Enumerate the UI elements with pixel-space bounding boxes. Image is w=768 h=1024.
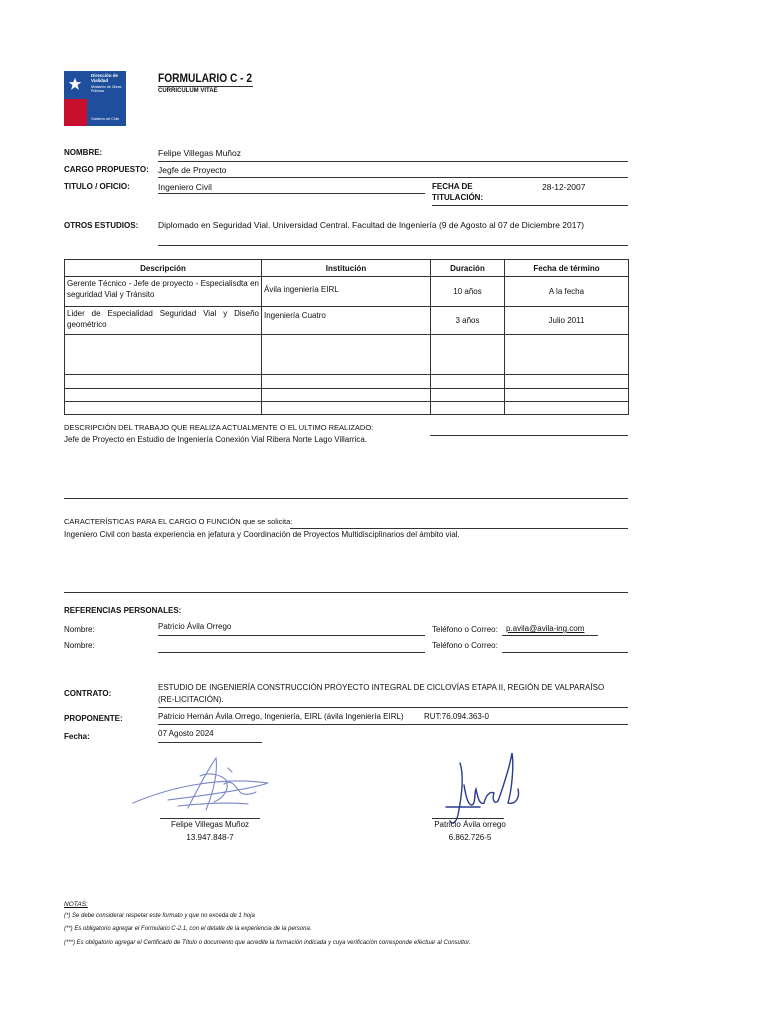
firma-rut-1: 13.947.848-7	[186, 833, 234, 842]
proponente-value: Patricio Hernán Ávila Orrego, Ingeniería, EIRL (ávila Ingeniería EIRL)	[158, 712, 404, 721]
cell-descripcion: Gerente Técnico - Jefe de proyecto - Especialisdta en seguridad Vial y Tránsito	[65, 277, 262, 307]
fecha-label: Fecha:	[64, 732, 90, 741]
referencias-label: REFERENCIAS PERSONALES:	[64, 606, 182, 615]
signature-felipe	[128, 748, 278, 818]
firma-nombre-2: Patricio Ávila orrego	[434, 820, 506, 829]
ref-email-link[interactable]: p.avila@avila-ing.com	[506, 624, 585, 633]
experience-table	[64, 259, 629, 415]
titulo-label: TITULO / OFICIO:	[64, 182, 130, 191]
table-row	[65, 402, 629, 415]
caracteristicas-label: CARACTERÍSTICAS PARA EL CARGO O FUNCIÓN que se solicita:	[64, 517, 293, 526]
titulo-value: Ingeniero Civil	[158, 182, 212, 192]
logo-footer: Gobierno de Chile	[91, 117, 120, 121]
ref-nombre-label-2: Nombre:	[64, 641, 95, 650]
caracteristicas-text: Ingeniero Civil con basta experiencia en jefatura y Coordinación de Proyectos Multidisciplinarios del ámbito vial.	[64, 530, 460, 539]
nota-1: (*) Se debe considerar respetar este formato y que no exceda de 1 hoja	[64, 913, 255, 919]
otros-estudios-value: Diplomado en Seguridad Vial. Universidad Central. Facultad de Ingeniería (9 de Agosto al 07 de Diciembre 2017)	[158, 220, 585, 230]
fecha-value: 07 Agosto 2024	[158, 729, 214, 738]
logo-subtitle: Ministerio de Obras Públicas	[91, 85, 122, 93]
contrato-line1: ESTUDIO DE INGENIERÍA CONSTRUCCIÓN PROYECTO INTEGRAL DE CICLOVÍAS ETAPA II, REGIÓN DE VALPARAÍSO	[158, 683, 605, 692]
ref-nombre-value: Patricio Ávila Orrego	[158, 622, 232, 631]
table-row	[65, 375, 629, 389]
cargo-label: CARGO PROPUESTO:	[64, 165, 149, 174]
cell-descripcion: Lider de Especialidad Seguridad Vial y Diseño geométrico	[65, 307, 262, 335]
firma-nombre-1: Felipe Villegas Muñoz	[170, 820, 250, 829]
nota-3: (***) Es obligatorio agregar el Certificado de Título o documento que acredite la formación indicada y cuya verificación corresponde efectuar al Consultor.	[64, 940, 471, 946]
contrato-label: CONTRATO:	[64, 689, 112, 698]
cell-institucion: Ávila ingeniería EIRL	[262, 277, 431, 307]
col-fecha-termino: Fecha de término	[505, 260, 629, 277]
trabajo-label: DESCRIPCIÓN DEL TRABAJO QUE REALIZA ACTUALMENTE O EL ULTIMO REALIZADO:	[64, 423, 374, 432]
fecha-titulacion-label: FECHA DE TITULACIÓN:	[432, 182, 484, 202]
col-duracion: Duración	[431, 260, 505, 277]
cell-fecha: A la fecha	[505, 277, 629, 307]
rut-value: RUT:76.094.363-0	[424, 712, 489, 721]
table-row	[65, 277, 629, 307]
table-row	[65, 307, 629, 335]
firma-rut-2: 6.862.726-5	[448, 833, 492, 842]
logo-title: Dirección de Vialidad	[91, 73, 119, 83]
cell-fecha: Julio 2011	[505, 307, 629, 335]
col-institucion: Institución	[262, 260, 431, 277]
ref-telefono-label: Teléfono o Correo:	[432, 625, 498, 634]
form-title: FORMULARIO C - 2	[158, 71, 253, 85]
nota-2: (**) Es obligatorio agregar el Formulario C-2.1, con el detalle de la experiencia de la persona.	[64, 926, 312, 932]
nombre-label: NOMBRE:	[64, 148, 103, 157]
col-descripcion: Descripción	[65, 260, 262, 277]
nombre-value: Felipe Villegas Muñoz	[158, 148, 241, 158]
ref-telefono-label-2: Teléfono o Correo:	[432, 641, 498, 650]
otros-estudios-label: OTROS ESTUDIOS:	[64, 221, 139, 230]
ref-nombre-label: Nombre:	[64, 625, 95, 634]
institution-logo	[64, 71, 126, 126]
cell-duracion: 3 años	[431, 307, 505, 335]
table-row	[65, 389, 629, 402]
cell-institucion: Ingeniería Cuatro	[262, 307, 431, 335]
form-subtitle: CURRICULUM VITAE	[158, 88, 218, 94]
chile-flag-icon	[64, 71, 87, 126]
trabajo-text: Jefe de Proyecto en Estudio de Ingeniería Conexión Vial Ribera Norte Lago Villarrica.	[64, 435, 367, 444]
notas-label: NOTAS:	[64, 901, 88, 908]
cell-duracion: 10 años	[431, 277, 505, 307]
proponente-label: PROPONENTE:	[64, 714, 123, 723]
table-header-row	[65, 260, 629, 277]
table-row	[65, 335, 629, 375]
fecha-titulacion-value: 28-12-2007	[542, 182, 586, 192]
cargo-value: Jegfe de Proyecto	[158, 165, 227, 175]
contrato-line2: (RE-LICITACIÓN).	[158, 695, 224, 704]
